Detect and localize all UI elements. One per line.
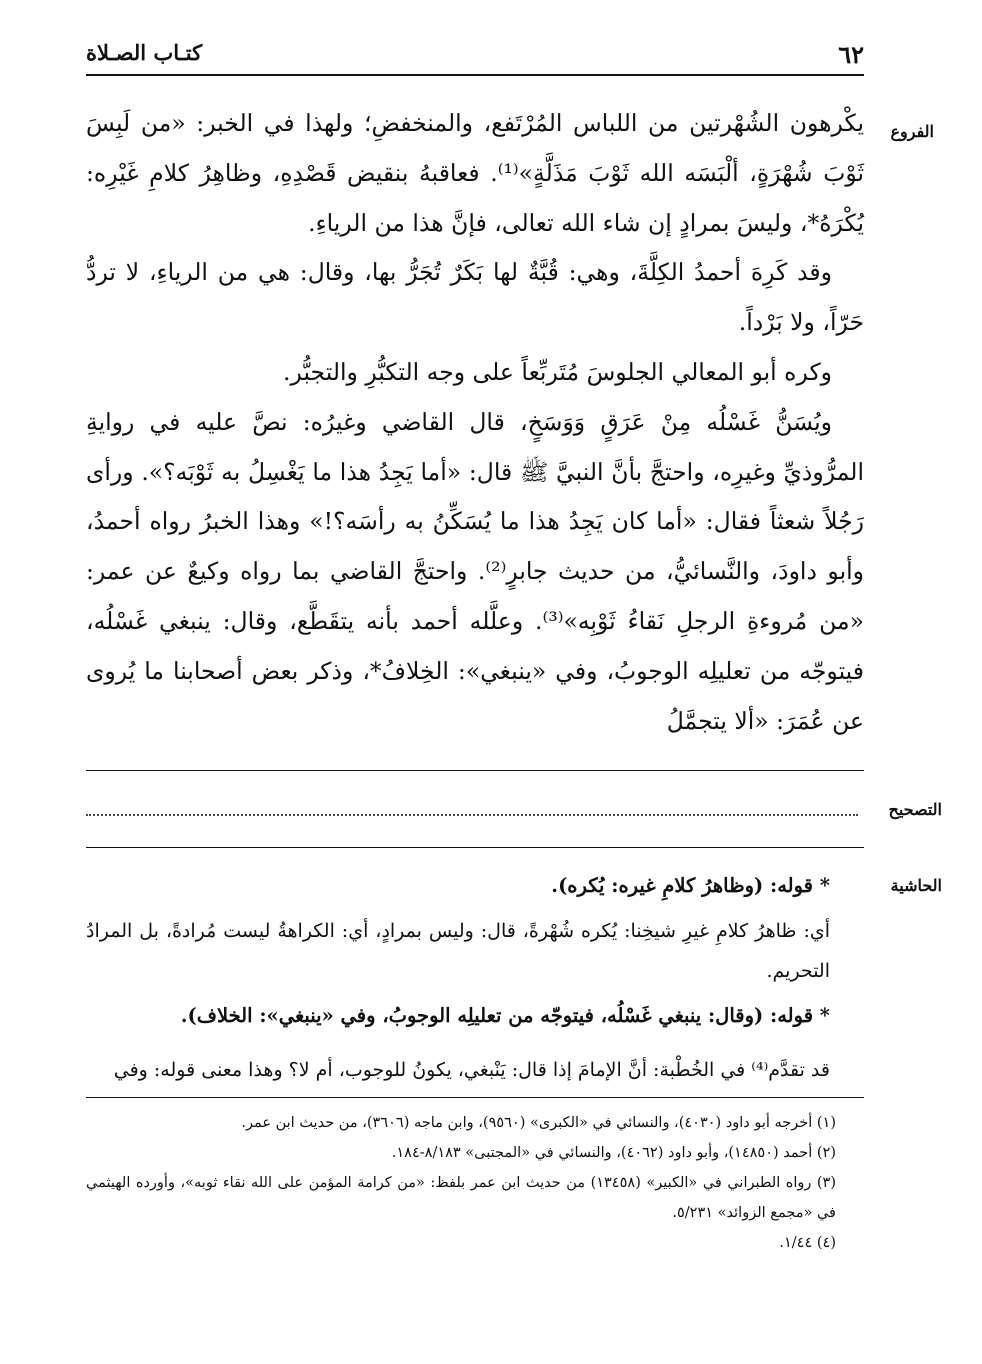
footnote-divider <box>86 1097 864 1098</box>
page-number: ٦٢ <box>838 40 864 69</box>
running-title: كتـاب الصـلاة <box>86 40 203 65</box>
main-text-end-rule <box>86 770 864 771</box>
header-divider <box>86 74 864 76</box>
side-label-tashih: التصحيح <box>888 800 942 819</box>
main-paragraph-3: وكره أبو المعالي الجلوسَ مُتَربِّعاً على وجه التكبُّرِ والتجبُّر. <box>283 357 832 386</box>
hashiya-entry-2-heading: * قوله: (وقال: ينبغي غَسْلُه، فيتوجّه من تعليلِه الوجوبُ، وفي «ينبغي»: الخلاف). <box>180 1004 830 1027</box>
hashiya-entry-1-heading: * قوله: (وظاهرُ كلامِ غيره: يُكره). <box>551 874 830 897</box>
main-text <box>86 99 864 746</box>
hashiya-entry-1-body: أي: ظاهرُ كلامِ غيرِ شيخِنا: يُكره شُهْرةً، قال: وليس بمرادٍ، أي: الكراهةُ ليست مُرادةً، بل المرادُ التحريم. <box>86 920 830 982</box>
footnote-1: (١) أخرجه أبو داود (٤٠٣٠)، والنسائي في «الكبرى» (٩٥٦٠)، وابن ماجه (٣٦٠٦)، من حديث ابن عمر. <box>241 1115 836 1131</box>
page-header <box>86 40 864 68</box>
side-label-hashiya: الحاشية <box>890 876 942 895</box>
tashih-divider <box>86 847 864 848</box>
tashih-dotted-line <box>86 814 858 816</box>
footnotes <box>86 1108 836 1258</box>
hashiya-entry-2-body: قد تقدَّم⁽⁴⁾ في الخُطْبة: أنَّ الإمامَ إذا قال: يَنْبغي، يكونُ للوجوب، أم لا؟ وهذا معنى قوله: وفي <box>113 1059 830 1081</box>
footnote-3: (٣) رواه الطبراني في «الكبير» (١٣٤٥٨) من حديث ابن عمر بلفظ: «من كرامة المؤمن على الله نقاء ثوبه»، وأورده الهيثمي في «مجمع الزوائد» ٥/٢٣١. <box>86 1175 837 1221</box>
footnote-4: (٤) ١/٤٤. <box>779 1235 836 1251</box>
main-paragraph-1: يكْرهون الشُهْرتين من اللباس المُرْتَفع، والمنخفضِ؛ ولهذا في الخبر: «من لَبِسَ ثَوْبَ شُهْرَةٍ، ألْبَسَه الله ثَوْبَ مَذَلَّةٍ»⁽¹⁾. فعاقبهُ بنقيض قَصْدِهِ، وظاهِرُ كلامِ غَيْرِه: يُكْرَهُ*، وليسَ بمرادٍ إن شاء الله تعالى، فإنَّ هذا من الرياءِ. <box>86 109 864 237</box>
side-label-furu: الفروع <box>890 122 934 141</box>
footnote-2: (٢) أحمد (١٤٨٥٠)، وأبو داود (٤٠٦٢)، والنسائي في «المجتبى» ٨/١٨٣-١٨٤. <box>391 1145 836 1161</box>
main-paragraph-4: ويُسَنُّ غَسْلُه مِنْ عَرَقٍ وَوَسَخٍ، قال القاضي وغيرُه: نصَّ عليه في روايةِ المرُّوذيِّ وغيرِه، واحتجَّ بأنَّ النبيَّ ﷺ قال: «أما يَجِدُ هذا ما يَغْسِلُ به ثَوْبَه؟». ورأى رَجُلاً شعثاً فقال: «أما كان يَجِدُ هذا ما يُسَكِّنُ به رأسَه؟!» وهذا الخبرُ رواه أحمدُ، وأبو داودَ، والنَّسائيُّ، من حديث جابرٍ⁽²⁾. واحتجَّ القاضي بما رواه وكيعٌ عن عمر: «من مُروءةِ الرجلِ نَقاءُ ثَوْبِه»⁽³⁾. وعلَّله أحمد بأنه يتقَطَّع، وقال: ينبغي غَسْلُه، فيتوجّه من تعليلِه الوجوبُ، وفي «ينبغي»: الخِلافُ*، وذكر بعض أصحابنا ما يُروى عن عُمَرَ: «ألا يتجمَّلُ <box>86 407 864 735</box>
main-paragraph-2: وقد كَرِهَ أحمدُ الكِلَّةَ، وهي: قُبَّةٌ لها بَكَرٌ تُجَرُّ بها، وقال: هي من الرياءِ، لا تردُّ حَرّاً، ولا بَرْداً. <box>86 258 864 337</box>
